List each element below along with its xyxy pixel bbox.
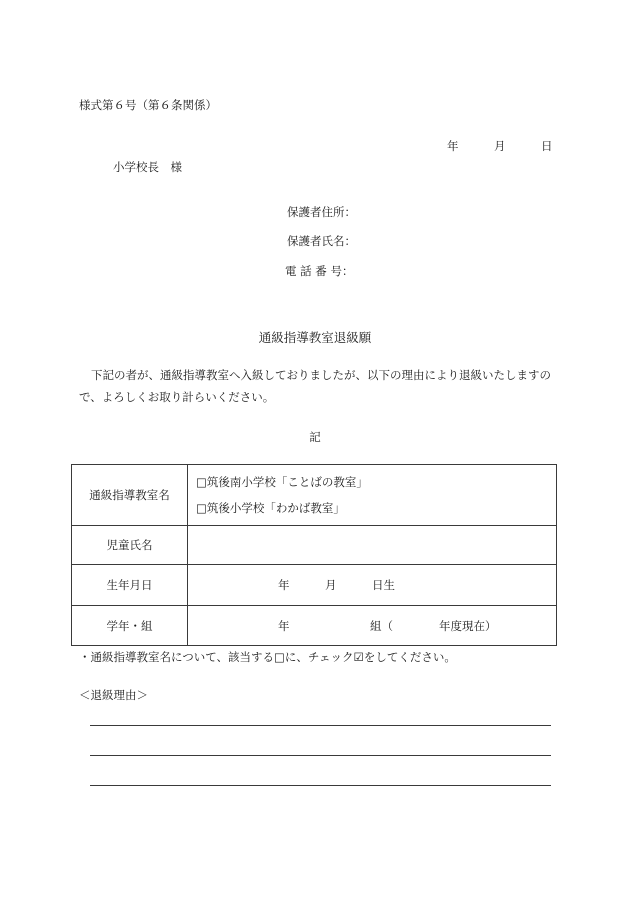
- document-title: 通級指導教室退級願: [258, 330, 372, 345]
- classroom-label: 通級指導教室名: [72, 465, 188, 526]
- grade-year: 年: [278, 618, 290, 633]
- reason-line[interactable]: [90, 755, 551, 756]
- birthdate-day: 日生: [372, 578, 395, 592]
- child-name-label: 児童氏名: [72, 526, 188, 565]
- grade-class: 組（: [370, 618, 393, 633]
- reason-line[interactable]: [90, 725, 551, 726]
- birthdate-month: 月: [325, 578, 337, 592]
- body-text: 下記の者が、通級指導教室へ入級しておりましたが、以下の理由により退級いたしますので、よろしくお取り計らいください。: [79, 368, 551, 404]
- table-row: [72, 526, 557, 565]
- grade-as-of: 年度現在）: [439, 618, 497, 633]
- classroom-option-chikugo-minami[interactable]: □筑後南小学校「ことばの教室」: [196, 475, 368, 489]
- classroom-options-cell: [188, 465, 557, 526]
- birthdate-label: 生年月日: [72, 565, 188, 606]
- reason-heading: ＜退級理由＞: [79, 688, 148, 702]
- birthdate-year: 年: [278, 578, 290, 592]
- child-name-field[interactable]: [188, 526, 557, 565]
- table-row: [72, 565, 557, 606]
- classroom-option-chikugo[interactable]: □筑後小学校「わかば教室」: [196, 501, 345, 515]
- guardian-name-label: 保護者氏名：: [287, 234, 356, 248]
- recipient: 小学校長 様: [113, 160, 182, 174]
- date-year: 年: [447, 139, 459, 153]
- grade-label: 学年・組: [72, 606, 188, 646]
- checkbox-note: ・通級指導教室名について、該当する□に、チェック☑をしてください。: [79, 650, 456, 664]
- phone-number-label: 電 話 番 号：: [285, 264, 354, 278]
- reason-line[interactable]: [90, 785, 551, 786]
- date-day: 日: [541, 139, 553, 153]
- grade-field[interactable]: [188, 606, 557, 646]
- guardian-address-label: 保護者住所：: [287, 205, 356, 219]
- ki-heading: 記: [309, 430, 321, 444]
- birthdate-field[interactable]: [188, 565, 557, 606]
- table-row: [72, 465, 557, 526]
- date-month: 月: [494, 139, 506, 153]
- application-table: [71, 464, 557, 646]
- form-number: 様式第６号（第６条関係）: [79, 98, 217, 112]
- table-row: [72, 606, 557, 646]
